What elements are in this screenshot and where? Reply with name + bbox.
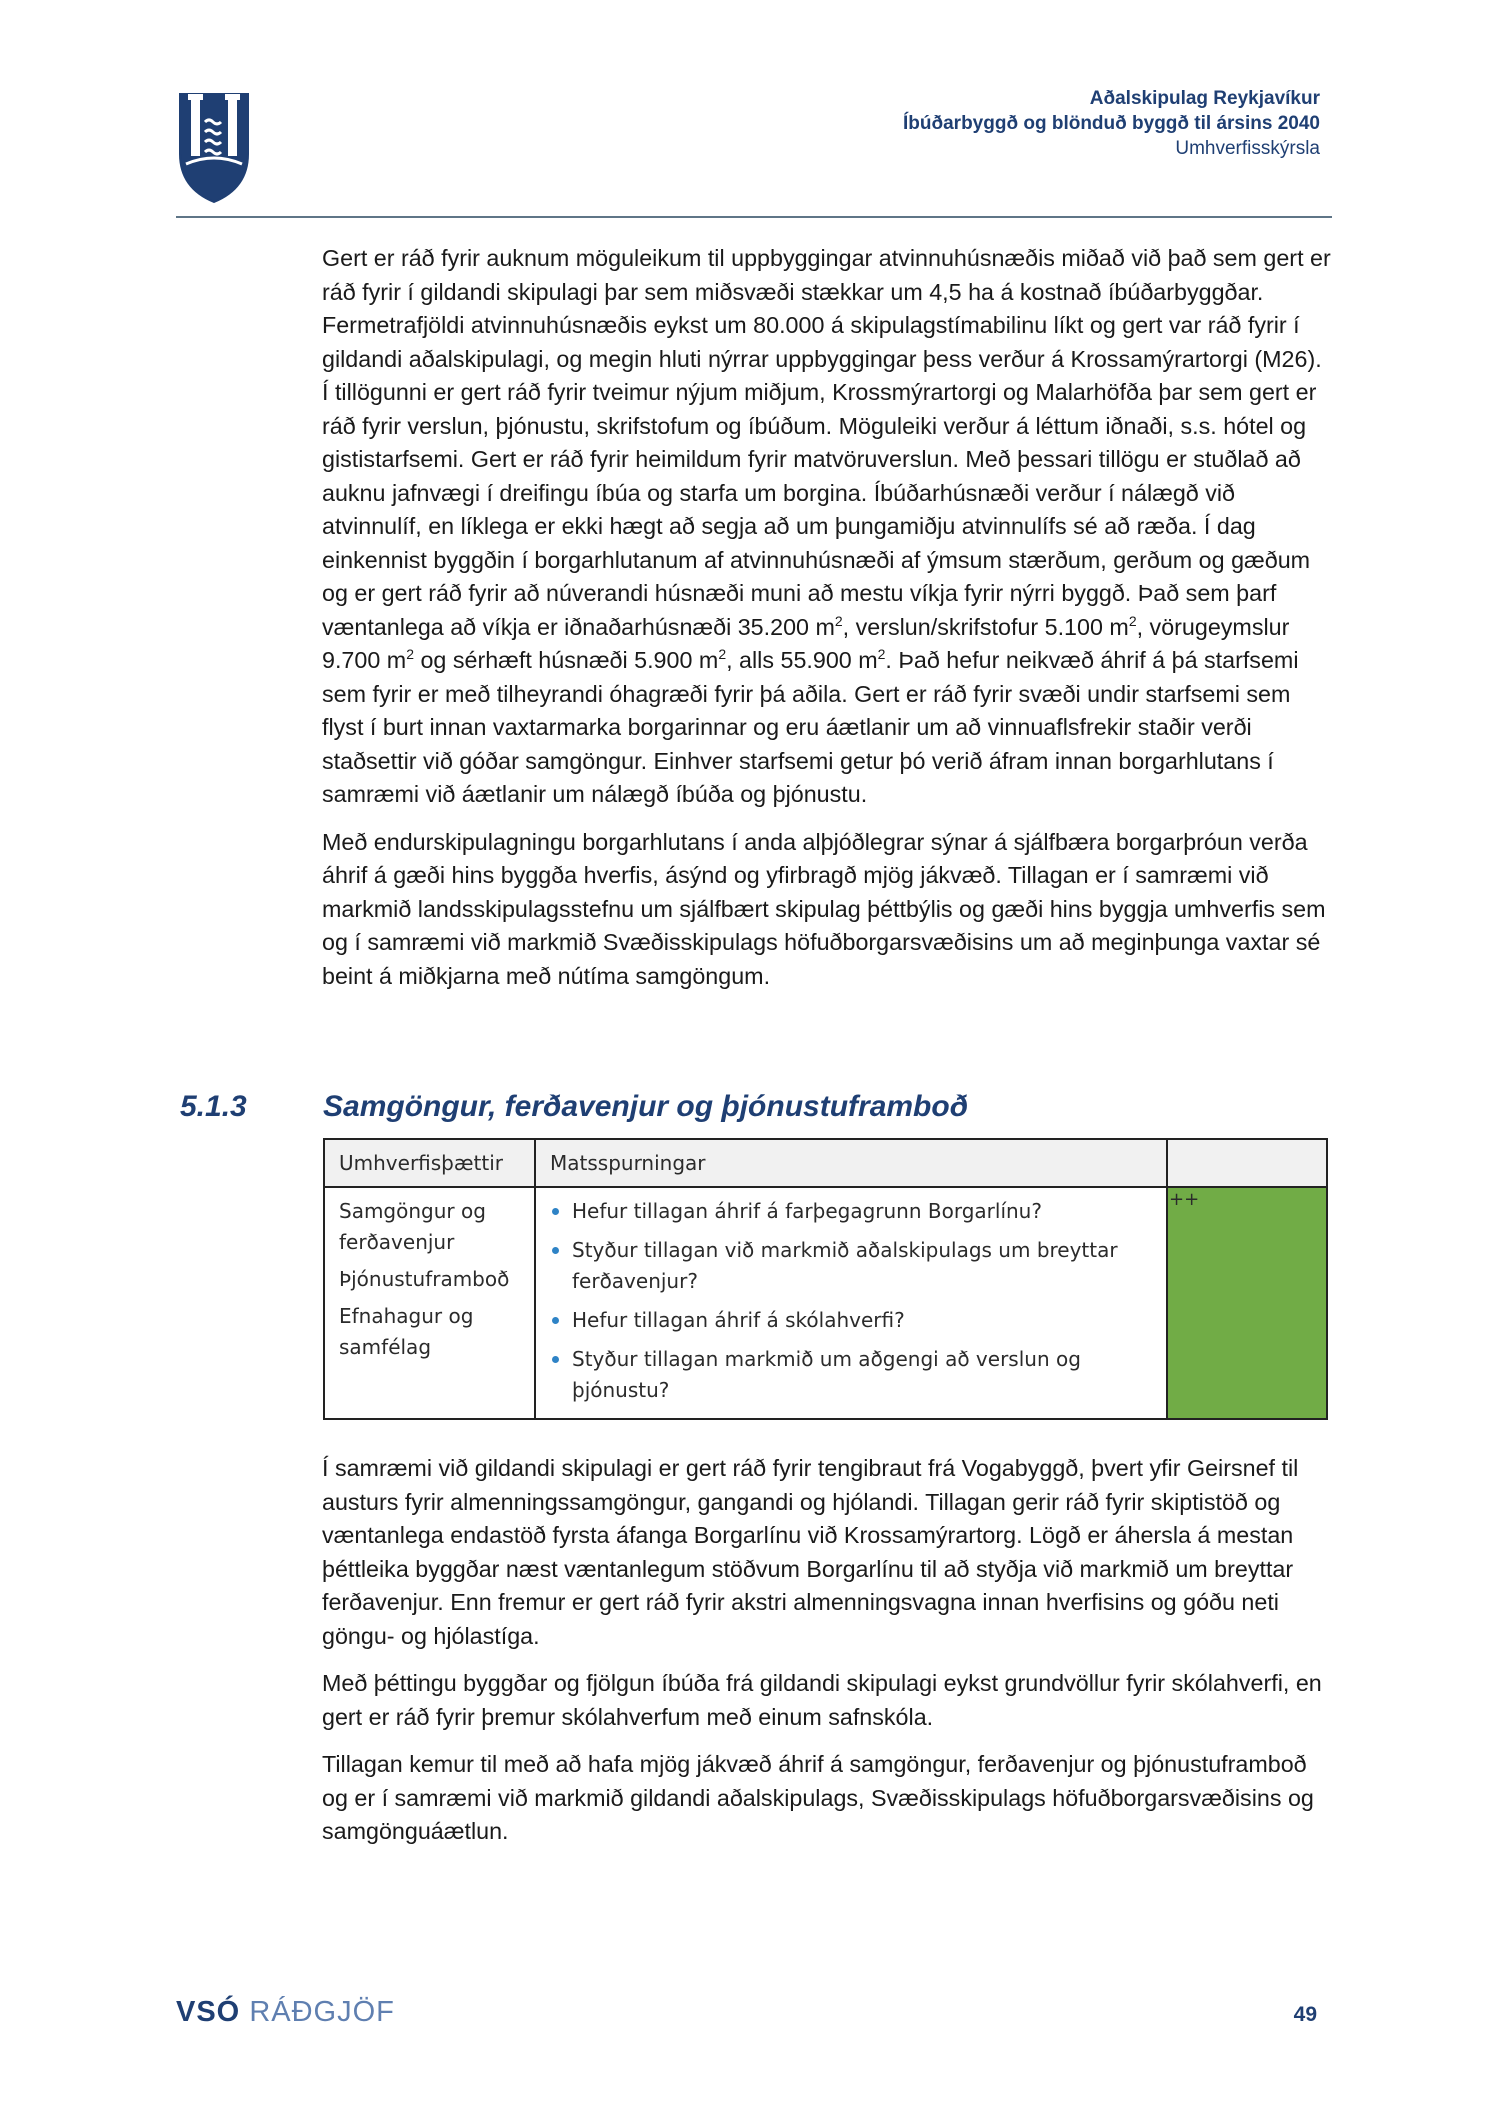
header-subtitle: Íbúðarbyggð og blönduð byggð til ársins 2040 (903, 113, 1320, 134)
question-item: Styður tillagan markmið um aðgengi að verslun og þjónustu? (550, 1344, 1152, 1406)
factor-item: Þjónustuframboð (339, 1267, 510, 1291)
after-text (322, 1452, 1332, 1849)
question-item: Hefur tillagan áhrif á farþegagrunn Borgarlínu? (550, 1196, 1152, 1227)
question-list (550, 1196, 1152, 1406)
intro-paragraph-1: Gert er ráð fyrir auknum möguleikum til uppbyggingar atvinnuhúsnæðis miðað við það sem gert er ráð fyrir í gildandi skipulagi þar sem miðsvæði stækkar um 4,5 ha á kostnað íbúðarbyggðar. Fermetrafjöldi atvinnuhúsnæðis eykst um 80.000 á skipulagstímabilinu líkt og gert var ráð fyrir í gildandi aðalskipulagi, og megin hluti nýrrar uppbyggingar þess verður á Krossamýrartorgi (M26). Í tillögunni er gert ráð fyrir tveimur nýjum miðjum, Krossmýrartorgi og Malarhöfða þar sem gert er ráð fyrir verslun, þjónustu, skrifstofum og íbúðum. Möguleiki verður á léttum iðnaði, s.s. hótel og gististarfsemi. Gert er ráð fyrir heimildum fyrir matvöruverslun. Með þessari tillögu er stuðlað að auknu jafnvægi í dreifingu íbúa og starfa um borgina. Íbúðarhúsnæði verður í nálægð við atvinnulíf, en líklega er ekki hægt að segja að um þungamiðju atvinnulífs sé að ræða. Í dag einkennist byggðin í borgarhlutanum af atvinnuhúsnæði af ýmsum stærðum, gerðum og gæðum og er gert ráð fyrir að núverandi húsnæði muni að mestu víkja fyrir nýrri byggð. Það sem þarf væntanlega að víkja er iðnaðarhúsnæði 35.200 $m^2$, verslun/skrifstofur 5.100 $m^2$, vörugeymslur 9.700 $m^2$ og sérhæft húsnæði 5.900 $m^2$, alls 55.900 $m^2$. Það hefur neikvæð áhrif á þá starfsemi sem fyrir er með tilheyrandi óhagræði fyrir þá aðila. Gert er ráð fyrir svæði undir starfsemi sem flyst í burt innan vaxtarmarka borgarinnar og eru áætlanir um að vinnuaflsfrekir staðir verði staðsettir við góðar samgöngur. Einhver starfsemi getur þó verið áfram innan borgarhlutans í samræmi við áætlanir um nálægð íbúða og þjónustu. (322, 245, 1331, 807)
table-header-row (324, 1139, 1327, 1187)
questions-cell (535, 1187, 1167, 1419)
header-divider (176, 216, 1332, 218)
after-paragraph-1: Í samræmi við gildandi skipulagi er gert ráð fyrir tengibraut frá Vogabyggð, þvert yfir Geirsnef til austurs fyrir almenningssamgöngur, gangandi og hjólandi. Tillagan gerir ráð fyrir skiptistöð og væntanlega endastöð fyrsta áfanga Borgarlínu við Krossamýrartorg. Lögð er áhersla á mestan þéttleika byggðar næst væntanlegum stöðvum Borgarlínu til að styðja við markmið um breyttar ferðavenjur. Enn fremur er gert ráð fyrir akstri almenningsvagna innan hverfisins og góðu neti göngu- og hjólastíga. (322, 1455, 1299, 1649)
intro-paragraph-2: Með endurskipulagningu borgarhlutans í anda alþjóðlegrar sýnar á sjálfbæra borgarþróun verða áhrif á gæði hins byggða hverfis, ásýnd og yfirbragð mjög jákvæð. Tillagan er í samræmi við markmið landsskipulagsstefnu um sjálfbært skipulag þéttbýlis og gæði hins byggja umhverfis sem og í samræmi við markmið Svæðisskipulags höfuðborgarsvæðisins um að meginþunga vaxtar sé beint á miðkjarna með nútíma samgöngum. (322, 828, 1326, 989)
page-header (903, 86, 1320, 161)
page-number: 49 (1293, 2003, 1317, 2026)
header-report-type: Umhverfisskýrsla (1175, 138, 1320, 159)
header-score (1167, 1139, 1327, 1187)
header-questions: Matsspurningar (535, 1139, 1167, 1187)
assessment-table (323, 1138, 1328, 1420)
section-number: 5.1.3 (180, 1090, 247, 1123)
header-factors: Umhverfisþættir (324, 1139, 535, 1187)
section-title: Samgöngur, ferðavenjur og þjónustuframboð (323, 1090, 969, 1123)
reykjavik-crest-logo (178, 92, 250, 204)
intro-text (322, 242, 1332, 993)
question-item: Hefur tillagan áhrif á skólahverfi? (550, 1305, 1152, 1336)
score-cell: ++ (1167, 1187, 1327, 1419)
question-item: Styður tillagan við markmið aðalskipulags um breyttar ferðavenjur? (550, 1235, 1152, 1297)
factor-item: Efnahagur og samfélag (339, 1304, 474, 1359)
after-paragraph-2: Með þéttingu byggðar og fjölgun íbúða frá gildandi skipulagi eykst grundvöllur fyrir skólahverfi, en gert er ráð fyrir þremur skólahverfum með einum safnskóla. (322, 1670, 1322, 1730)
table-row (324, 1187, 1327, 1419)
factor-item: Samgöngur og ferðavenjur (339, 1199, 486, 1254)
after-paragraph-3: Tillagan kemur til með að hafa mjög jákvæð áhrif á samgöngur, ferðavenjur og þjónustuframboð og er í samræmi við markmið gildandi aðalskipulags, Svæðisskipulags höfuðborgarsvæðisins og samgönguáætlun. (322, 1751, 1314, 1844)
factors-cell (324, 1187, 535, 1419)
vso-radgjof-logo: VSÓ RÁÐGJÖF (176, 1996, 395, 2028)
header-title: Aðalskipulag Reykjavíkur (1089, 88, 1320, 109)
